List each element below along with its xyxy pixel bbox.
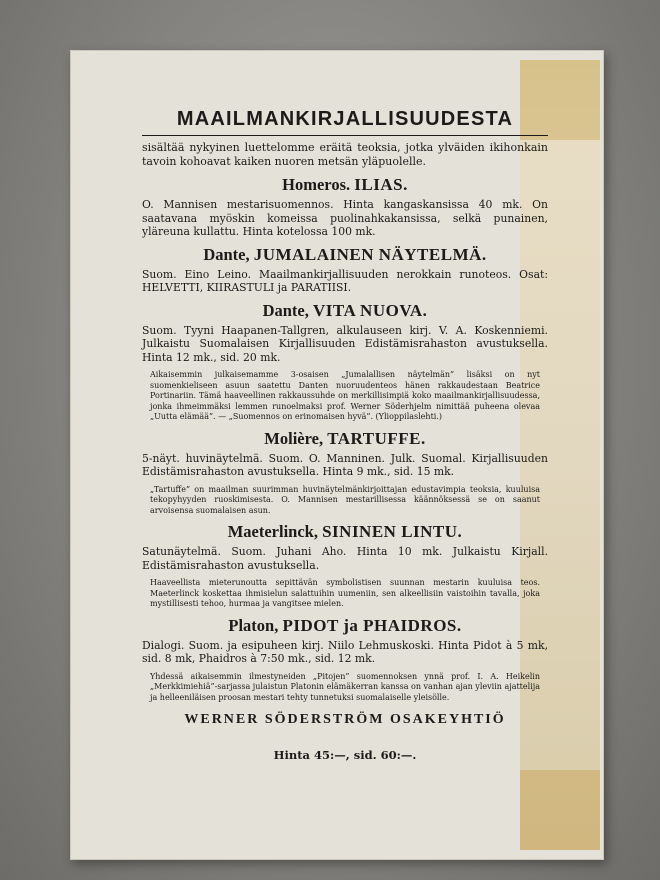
tape-stain-bottom bbox=[520, 770, 600, 850]
catalog-text bbox=[142, 108, 548, 762]
book-heading bbox=[142, 175, 548, 195]
book-work: ILIAS. bbox=[354, 175, 408, 194]
catalog-intro: sisältää nykyinen luettelomme eräitä teoksia, jotka ylväiden ikihonkain tavoin kohoavat kaiken nuoren metsän yläpuolelle. bbox=[142, 141, 548, 168]
book-review-note: „Tartuffe” on maailman suurimman huvinäytelmänkirjoittajan edustavimpia teoksia, kuuluisa tekopyhyyden ruoskimisesta. O. Mannisen mestarillisessa käännöksessä se on saanut arvoisensa suomalaisen asun. bbox=[150, 484, 540, 515]
book-heading bbox=[142, 522, 548, 542]
book-author: Homeros. bbox=[282, 175, 351, 194]
publisher-name: WERNER SÖDERSTRÖM OSAKEYHTIÖ bbox=[184, 712, 506, 727]
book-author: Molière, bbox=[264, 428, 324, 448]
title-rule bbox=[142, 135, 548, 136]
book-work: PIDOT ja PHAIDROS. bbox=[282, 615, 462, 635]
book-work: TARTUFFE. bbox=[327, 428, 426, 448]
book-author: Dante, bbox=[203, 244, 250, 264]
book-review-note: Yhdessä aikaisemmin ilmestyneiden „Pitojen” suomennoksen ynnä prof. I. A. Heikelin „Merkkimiehiä”-sarjassa julaistun Platonin elämäkerran kanssa on vanhan ajan yleviin ajattelija ja helleeniläisen proosan mestari tehty tunnetuksi suomalaiselle yleisölle. bbox=[150, 671, 540, 702]
book-description: Suom. Eino Leino. Maailmankirjallisuuden nerokkain runoteos. Osat: HELVETTI, KIIRASTULI ja PARATIISI. bbox=[142, 267, 548, 294]
book-review-note: Aikaisemmin julkaisemamme 3-osaisen „Jumalallisen näytelmän” lisäksi on nyt suomenkieliseen asuun saatettu Danten nuoruudenteos hänen rakkaudestaan Beatrice Portinariin. Tämä haaveellinen rakkaussuhde on merkillisimpiä koko maailmankirjallisuudessa, jonka ihmeimmäksi lemmen runoelmaksi prof. Werner Söderhjelm nimittää puheena olevaa „Uutta elämää”. — „Suomennos on erinomaisen hyvä”. (Ylioppilaslehti.) bbox=[150, 370, 540, 421]
book-author: Maeterlinck, bbox=[227, 522, 318, 541]
book-work: SININEN LINTU. bbox=[322, 522, 463, 541]
book-heading bbox=[142, 429, 548, 449]
book-price: Hinta 45:—, sid. 60:—. bbox=[273, 748, 417, 762]
book-author: Platon, bbox=[228, 615, 279, 635]
book-entry-ilias bbox=[142, 175, 548, 239]
book-entry-tartuffe bbox=[142, 429, 548, 517]
book-heading bbox=[142, 616, 548, 636]
book-work: VITA NUOVA. bbox=[312, 300, 428, 320]
book-entry-sininen-lintu bbox=[142, 522, 548, 610]
book-review-note: Haaveellista mieterunoutta sepittävän symbolistisen suunnan mestarin kuuluisa teos. Maeterlinck koskettaa ihmisielun salattuihin uumeniin, sen alkeellisiin vaistoihin tavalla, joka mystillisesti tehoo, hurmaa ja vangitsee mielen. bbox=[150, 578, 540, 608]
book-entry-pidot-phaidros bbox=[142, 616, 548, 704]
book-description: O. Mannisen mestarisuomennos. Hinta kangaskansissa 40 mk. On saatavana myöskin komeissa puolinahkakansissa, selkä punainen, yläreuna kullattu. Hinta kotelossa 100 mk. bbox=[142, 198, 548, 238]
book-heading bbox=[142, 245, 548, 265]
book-entry-vita-nuova bbox=[142, 301, 548, 423]
book-entry-jumalainen-naytelma bbox=[142, 245, 548, 295]
book-work: JUMALAINEN NÄYTELMÄ. bbox=[253, 244, 487, 264]
book-heading bbox=[142, 301, 548, 321]
catalog-title: MAAILMANKIRJALLISUUDESTA bbox=[176, 108, 514, 130]
book-author: Dante, bbox=[262, 300, 309, 320]
book-description: Suom. Tyyni Haapanen-Tallgren, alkulauseen kirj. V. A. Koskenniemi. Julkaistu Suomalaisen Kirjallisuuden Edistämisrahaston avustuksella. Hinta 12 mk., sid. 20 mk. bbox=[142, 323, 548, 364]
book-description: Dialogi. Suom. ja esipuheen kirj. Niilo Lehmuskoski. Hinta Pidot à 5 mk, sid. 8 mk, Phaidros à 7:50 mk., sid. 12 mk. bbox=[142, 638, 548, 665]
book-description: 5-näyt. huvinäytelmä. Suom. O. Manninen. Julk. Suomal. Kirjallisuuden Edistämisrahaston avustuksella. Hinta 9 mk., sid. 15 mk. bbox=[142, 451, 548, 478]
book-description: Satunäytelmä. Suom. Juhani Aho. Hinta 10 mk. Julkaistu Kirjall. Edistämisrahaston avustuksella. bbox=[142, 545, 548, 572]
